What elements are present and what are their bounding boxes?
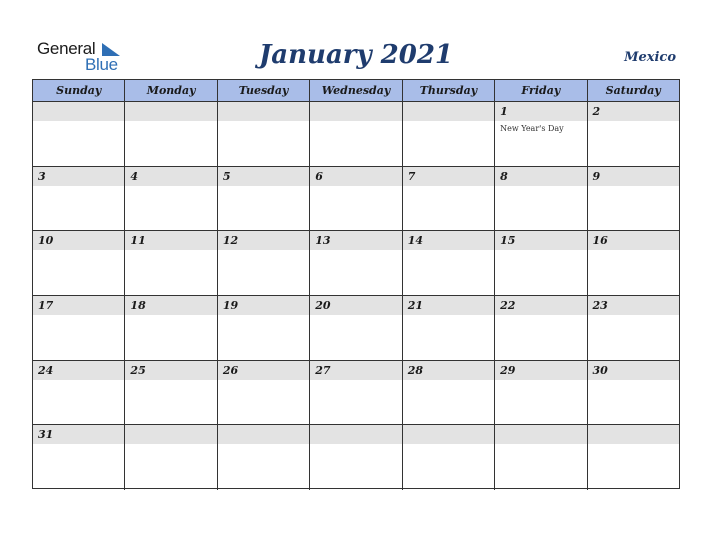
day-cell	[33, 167, 125, 231]
day-number: 17	[38, 298, 54, 312]
day-number: 5	[222, 169, 231, 183]
day-cell	[495, 361, 587, 425]
day-cell	[125, 296, 217, 360]
day-cell	[218, 231, 310, 295]
day-number-bar	[218, 425, 309, 444]
day-cell	[33, 102, 125, 166]
day-cell	[403, 296, 495, 360]
day-cell	[310, 231, 402, 295]
day-number: 7	[407, 169, 416, 183]
day-number: 27	[315, 363, 331, 377]
day-number: 14	[407, 234, 423, 248]
day-number: 19	[222, 298, 239, 312]
day-number-bar	[588, 102, 679, 121]
day-cell	[218, 102, 310, 166]
day-cell	[403, 167, 495, 231]
day-cell	[310, 361, 402, 425]
day-cell	[33, 361, 125, 425]
day-cell	[218, 425, 310, 490]
day-number: 26	[222, 363, 239, 377]
day-cell	[125, 231, 217, 295]
day-cell	[495, 231, 587, 295]
day-cell	[33, 425, 125, 490]
day-number-bar	[33, 167, 124, 186]
day-cell	[33, 231, 125, 295]
day-number-bar	[495, 167, 586, 186]
holiday-label: New Year's Day	[500, 124, 564, 133]
day-cell	[403, 102, 495, 166]
day-number: 20	[315, 298, 331, 312]
day-cell	[495, 167, 587, 231]
day-number: 11	[130, 234, 146, 248]
day-number: 23	[592, 298, 608, 312]
day-number: 22	[500, 298, 516, 312]
day-number-bar	[495, 102, 586, 121]
day-cell	[588, 102, 679, 166]
day-number-bar	[218, 102, 309, 121]
day-number: 2	[592, 105, 601, 118]
day-number: 18	[130, 298, 146, 312]
day-cell	[403, 425, 495, 490]
day-cell	[588, 361, 679, 425]
day-number-bar	[310, 167, 401, 186]
day-cell	[125, 167, 217, 231]
day-cell	[495, 102, 587, 166]
logo-text-blue: Blue	[85, 55, 118, 74]
day-number: 6	[315, 169, 323, 183]
day-number-bar	[310, 102, 401, 121]
weekday-monday: Monday	[125, 80, 217, 101]
day-cell	[310, 296, 402, 360]
day-cell	[218, 167, 310, 231]
day-number-bar	[125, 425, 216, 444]
day-cell	[310, 425, 402, 490]
day-number-bar	[33, 102, 124, 121]
day-number: 25	[130, 363, 146, 377]
day-number: 4	[130, 169, 139, 183]
weekday-tuesday: Tuesday	[218, 80, 310, 101]
day-cell	[125, 425, 217, 490]
country-label: Mexico	[624, 50, 676, 65]
day-cell	[218, 361, 310, 425]
day-cell	[310, 167, 402, 231]
week-row	[33, 425, 679, 490]
week-row	[33, 102, 679, 167]
calendar-grid	[32, 79, 680, 489]
week-row	[33, 296, 679, 361]
day-number-bar	[125, 167, 216, 186]
day-number: 21	[407, 298, 423, 312]
day-number: 16	[592, 234, 608, 248]
day-number: 10	[38, 234, 54, 248]
day-cell	[403, 231, 495, 295]
day-number: 8	[500, 169, 508, 183]
weekday-header-row	[33, 80, 679, 102]
week-row	[33, 361, 679, 426]
day-number: 30	[592, 363, 608, 377]
day-cell	[588, 167, 679, 231]
day-cell	[495, 425, 587, 490]
week-row	[33, 231, 679, 296]
day-number: 28	[407, 363, 423, 377]
day-number-bar	[588, 167, 679, 186]
day-number-bar	[310, 425, 401, 444]
day-number: 15	[500, 234, 516, 248]
day-cell	[495, 296, 587, 360]
calendar-title: January 2021	[258, 40, 454, 70]
day-cell	[403, 361, 495, 425]
day-cell	[588, 425, 679, 490]
day-number: 3	[38, 169, 46, 183]
weekday-thursday: Thursday	[403, 80, 495, 101]
week-row	[33, 167, 679, 232]
day-number: 9	[592, 169, 601, 183]
weekday-wednesday: Wednesday	[310, 80, 402, 101]
day-number-bar	[588, 425, 679, 444]
day-number-bar	[403, 167, 494, 186]
day-cell	[33, 296, 125, 360]
day-number-bar	[403, 425, 494, 444]
day-cell	[125, 102, 217, 166]
day-cell	[310, 102, 402, 166]
day-number: 1	[500, 105, 508, 118]
weeks-container	[33, 102, 679, 490]
weekday-sunday: Sunday	[33, 80, 125, 101]
day-cell	[588, 296, 679, 360]
day-number-bar	[403, 102, 494, 121]
day-cell	[125, 361, 217, 425]
day-cell	[218, 296, 310, 360]
logo-text-general: General	[37, 39, 96, 58]
day-number-bar	[125, 102, 216, 121]
weekday-saturday: Saturday	[605, 84, 661, 97]
day-number-bar	[495, 425, 586, 444]
day-number: 29	[500, 363, 516, 377]
day-number: 31	[38, 428, 54, 442]
day-cell	[588, 231, 679, 295]
day-number: 24	[38, 363, 54, 377]
weekday-friday: Friday	[495, 80, 587, 101]
day-number: 13	[315, 234, 331, 248]
day-number-bar	[218, 167, 309, 186]
day-number: 12	[222, 234, 239, 248]
